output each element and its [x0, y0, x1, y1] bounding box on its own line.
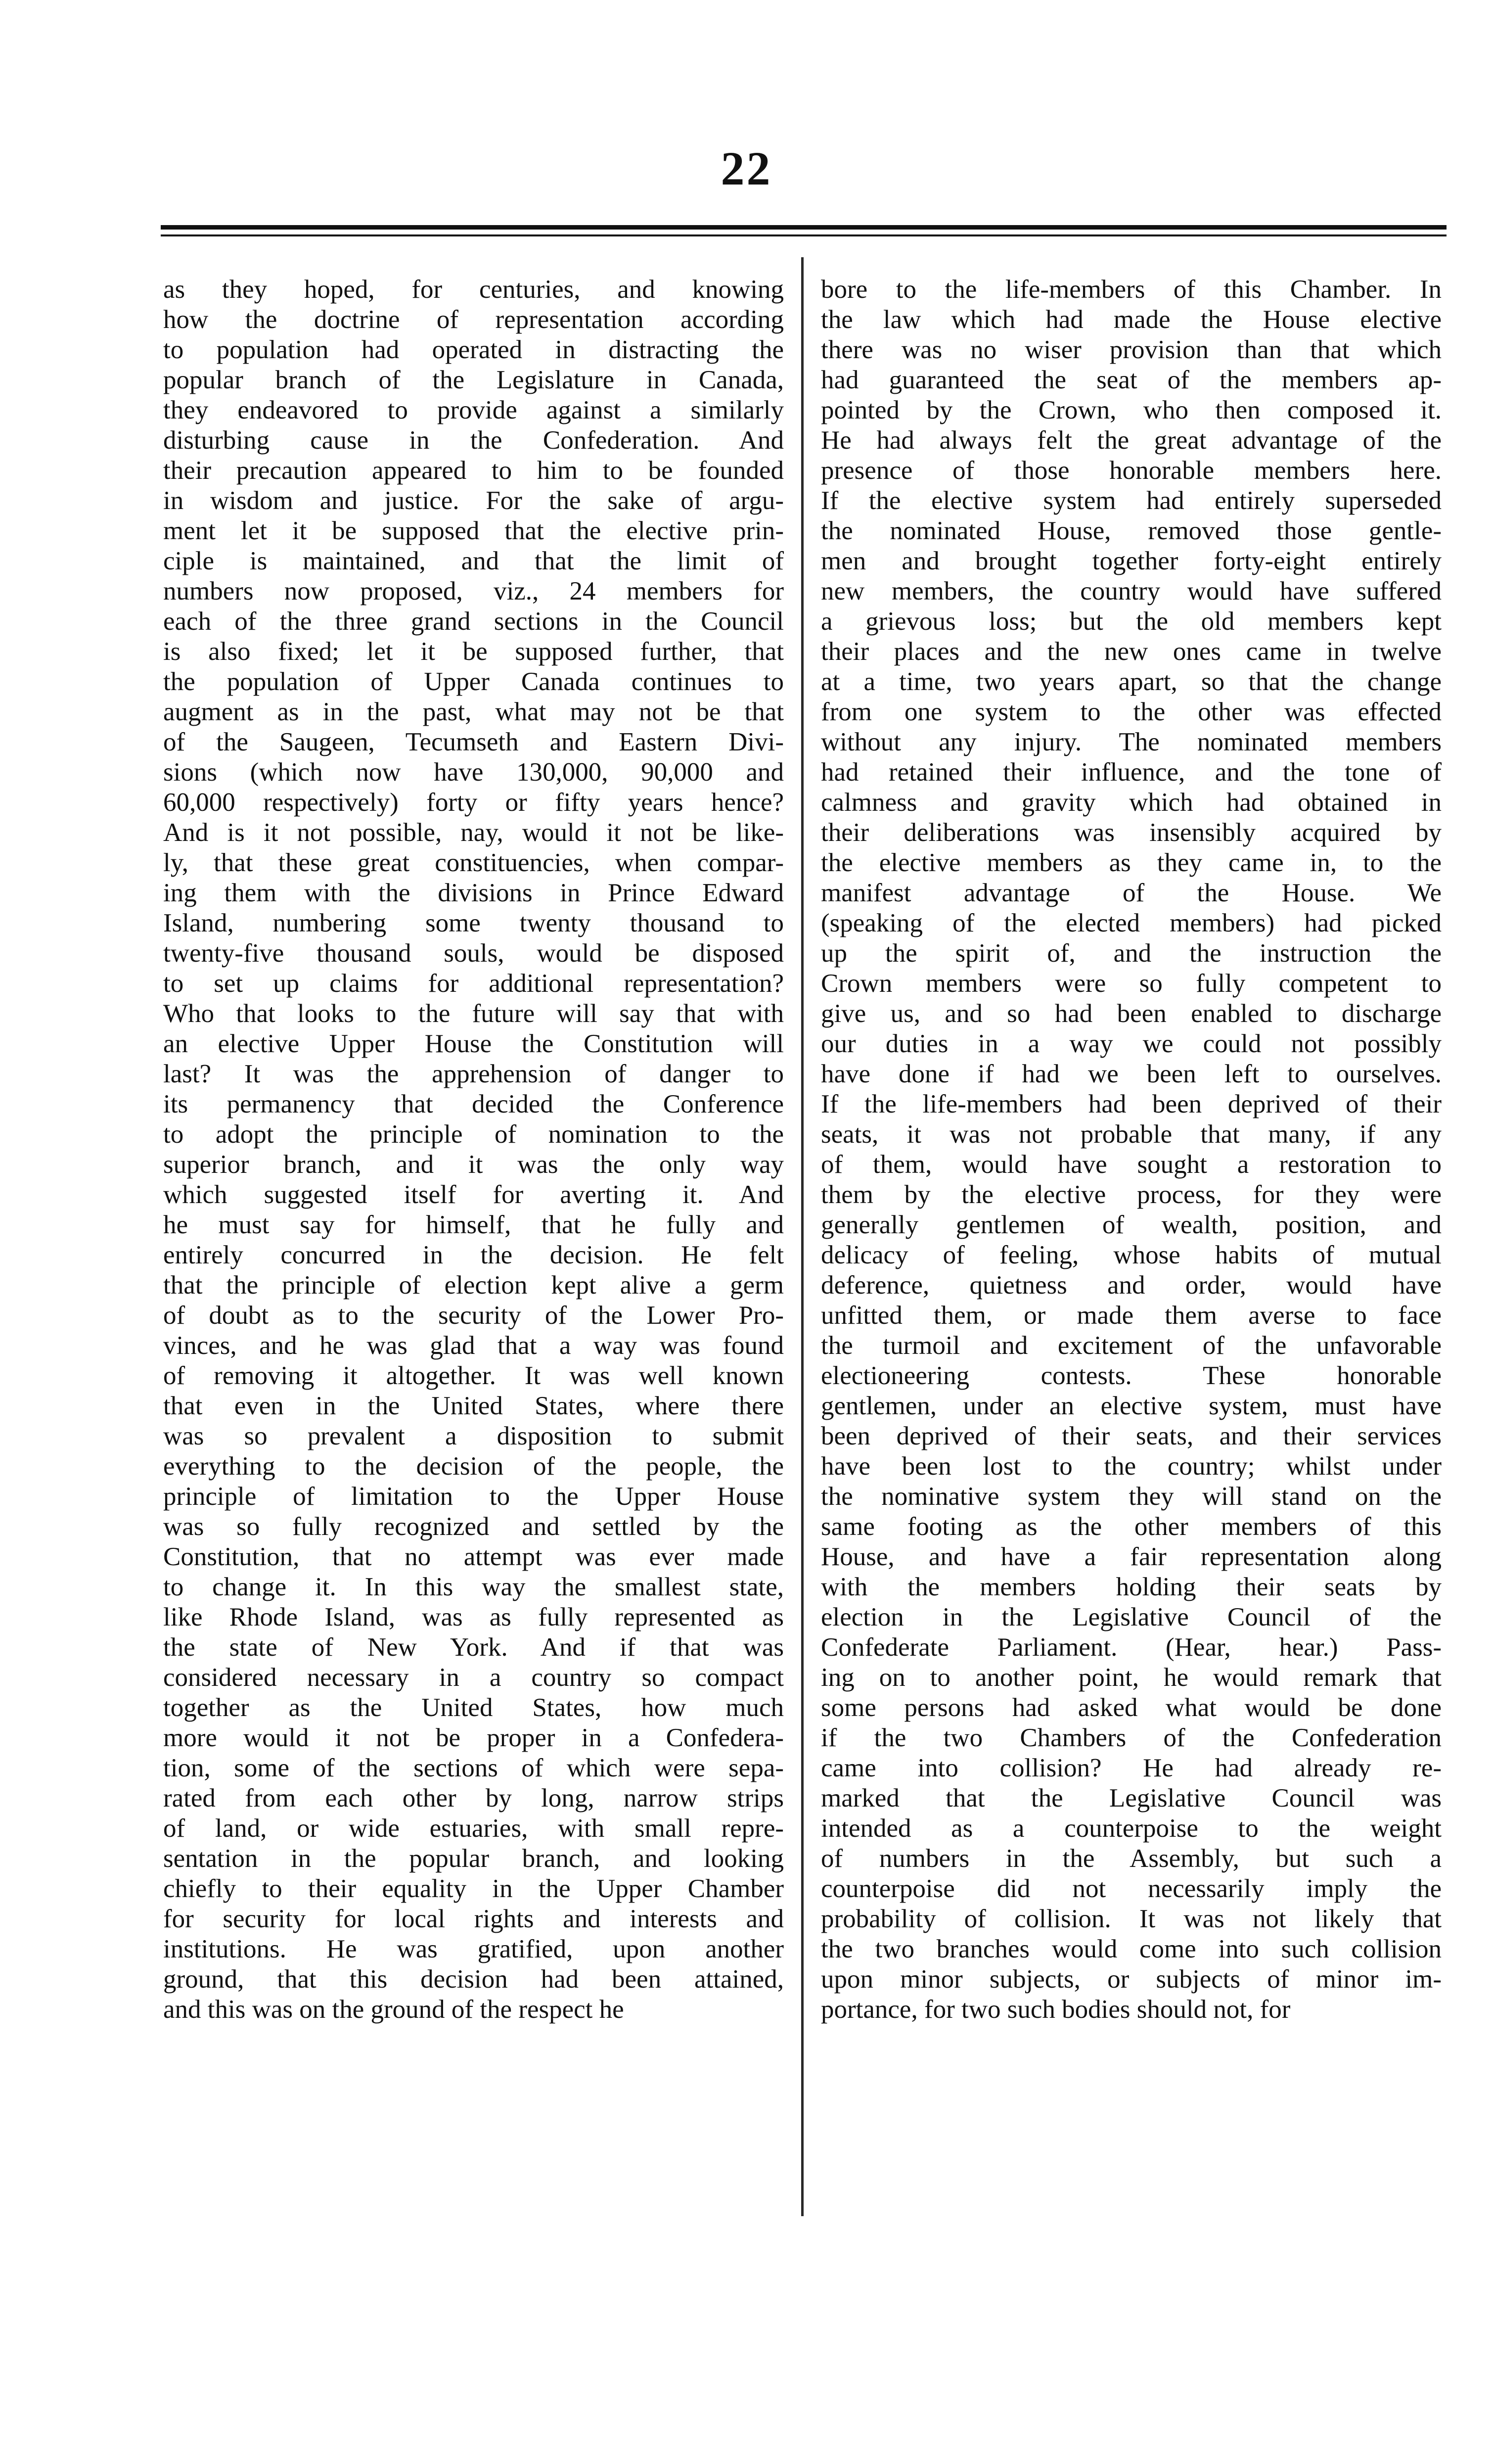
- text-line: ment let it be supposed that the elective prin-: [163, 516, 784, 545]
- text-column-right: [821, 275, 1442, 2025]
- text-line: and this was on the ground of the respect he: [163, 1995, 624, 2024]
- text-line: together as the United States, how much: [163, 1693, 784, 1722]
- text-line: entirely concurred in the decision. He felt: [163, 1241, 784, 1269]
- text-line: the state of New York. And if that was: [163, 1633, 784, 1662]
- text-line: of the Saugeen, Tecumseth and Eastern Divi-: [163, 728, 784, 756]
- header-rule-thick: [161, 225, 1447, 230]
- text-line: counterpoise did not necessarily imply the: [821, 1874, 1442, 1903]
- text-line: to set up claims for additional representation?: [163, 969, 784, 998]
- text-line: electioneering contests. These honorable: [821, 1361, 1442, 1390]
- text-line: as they hoped, for centuries, and knowing: [163, 275, 784, 304]
- text-line: which suggested itself for averting it. And: [163, 1180, 784, 1209]
- text-line: new members, the country would have suffered: [821, 577, 1442, 605]
- text-line: principle of limitation to the Upper House: [163, 1482, 784, 1511]
- text-line: of numbers in the Assembly, but such a: [821, 1844, 1442, 1873]
- text-line: sions (which now have 130,000, 90,000 and: [163, 758, 784, 787]
- text-line: there was no wiser provision than that which: [821, 335, 1442, 364]
- text-line: men and brought together forty-eight entirely: [821, 547, 1442, 575]
- text-line: tion, some of the sections of which were sepa-: [163, 1754, 784, 1782]
- text-line: chiefly to their equality in the Upper Chamber: [163, 1874, 784, 1903]
- text-line: to population had operated in distracting the: [163, 335, 784, 364]
- column-divider: [801, 257, 804, 2216]
- text-line: that the principle of election kept alive a germ: [163, 1271, 784, 1300]
- text-line: to change it. In this way the smallest state,: [163, 1573, 784, 1601]
- text-line: of doubt as to the security of the Lower Pro-: [163, 1301, 784, 1330]
- text-line: If the elective system had entirely superseded: [821, 486, 1442, 515]
- text-line: more would it not be proper in a Confedera-: [163, 1723, 784, 1752]
- text-column-left: [163, 275, 784, 2025]
- text-line: our duties in a way we could not possibly: [821, 1029, 1442, 1058]
- text-line: had retained their influence, and the tone of: [821, 758, 1442, 787]
- text-line: election in the Legislative Council of the: [821, 1603, 1442, 1631]
- text-line: calmness and gravity which had obtained in: [821, 788, 1442, 817]
- text-line: House, and have a fair representation along: [821, 1542, 1442, 1571]
- page-number: 22: [721, 142, 772, 195]
- text-line: twenty-five thousand souls, would be disposed: [163, 939, 784, 968]
- text-line: ly, that these great constituencies, when compar-: [163, 848, 784, 877]
- text-line: vinces, and he was glad that a way was found: [163, 1331, 784, 1360]
- text-line: had guaranteed the seat of the members ap-: [821, 366, 1442, 394]
- text-line: rated from each other by long, narrow strips: [163, 1784, 784, 1813]
- text-line: with the members holding their seats by: [821, 1573, 1442, 1601]
- text-line: ciple is maintained, and that the limit of: [163, 547, 784, 575]
- header-rule-thin: [161, 234, 1447, 236]
- text-line: of land, or wide estuaries, with small repre-: [163, 1814, 784, 1843]
- text-line: intended as a counterpoise to the weight: [821, 1814, 1442, 1843]
- text-line: up the spirit of, and the instruction the: [821, 939, 1442, 968]
- text-line: disturbing cause in the Confederation. And: [163, 426, 784, 455]
- text-line: 60,000 respectively) forty or fifty years hence?: [163, 788, 784, 817]
- text-line: delicacy of feeling, whose habits of mutual: [821, 1241, 1442, 1269]
- text-line: been deprived of their seats, and their services: [821, 1422, 1442, 1450]
- text-line: portance, for two such bodies should not, for: [821, 1995, 1291, 2024]
- text-line: how the doctrine of representation according: [163, 305, 784, 334]
- text-line: their precaution appeared to him to be founded: [163, 456, 784, 485]
- text-line: the nominative system they will stand on the: [821, 1482, 1442, 1511]
- text-line: in wisdom and justice. For the sake of argu-: [163, 486, 784, 515]
- text-line: the elective members as they came in, to the: [821, 848, 1442, 877]
- text-line: was so fully recognized and settled by the: [163, 1512, 784, 1541]
- text-line: (speaking of the elected members) had picked: [821, 909, 1442, 937]
- text-line: the law which had made the House elective: [821, 305, 1442, 334]
- text-line: last? It was the apprehension of danger to: [163, 1060, 784, 1088]
- text-line: an elective Upper House the Constitution will: [163, 1029, 784, 1058]
- text-line: without any injury. The nominated members: [821, 728, 1442, 756]
- text-line: for security for local rights and interests and: [163, 1905, 784, 1933]
- text-line: a grievous loss; but the old members kept: [821, 607, 1442, 636]
- text-line: ing on to another point, he would remark that: [821, 1663, 1442, 1692]
- text-line: some persons had asked what would be done: [821, 1693, 1442, 1722]
- text-line: upon minor subjects, or subjects of minor im-: [821, 1965, 1442, 1994]
- text-line: He had always felt the great advantage of the: [821, 426, 1442, 455]
- text-line: give us, and so had been enabled to discharge: [821, 999, 1442, 1028]
- text-line: to adopt the principle of nomination to the: [163, 1120, 784, 1149]
- text-line: superior branch, and it was the only way: [163, 1150, 784, 1179]
- text-line: he must say for himself, that he fully and: [163, 1210, 784, 1239]
- text-line: its permanency that decided the Conference: [163, 1090, 784, 1118]
- text-line: the turmoil and excitement of the unfavorable: [821, 1331, 1442, 1360]
- text-line: deference, quietness and order, would have: [821, 1271, 1442, 1300]
- text-line: was so prevalent a disposition to submit: [163, 1422, 784, 1450]
- text-line: Confederate Parliament. (Hear, hear.) Pass-: [821, 1633, 1442, 1662]
- text-line: And is it not possible, nay, would it not be like-: [163, 818, 784, 847]
- text-line: presence of those honorable members here.: [821, 456, 1442, 485]
- text-line: the population of Upper Canada continues to: [163, 667, 784, 696]
- text-line: Constitution, that no attempt was ever made: [163, 1542, 784, 1571]
- text-line: numbers now proposed, viz., 24 members for: [163, 577, 784, 605]
- text-line: probability of collision. It was not likely that: [821, 1905, 1442, 1933]
- text-line: Island, numbering some twenty thousand to: [163, 909, 784, 937]
- text-line: If the life-members had been deprived of their: [821, 1090, 1442, 1118]
- text-line: generally gentlemen of wealth, position, and: [821, 1210, 1442, 1239]
- text-line: augment as in the past, what may not be that: [163, 697, 784, 726]
- text-line: bore to the life-members of this Chamber. In: [821, 275, 1442, 304]
- text-line: that even in the United States, where there: [163, 1392, 784, 1420]
- text-line: have done if had we been left to ourselves.: [821, 1060, 1442, 1088]
- text-line: considered necessary in a country so compact: [163, 1663, 784, 1692]
- text-line: marked that the Legislative Council was: [821, 1784, 1442, 1813]
- text-line: ing them with the divisions in Prince Edward: [163, 879, 784, 907]
- text-line: their places and the new ones came in twelve: [821, 637, 1442, 666]
- text-line: of removing it altogether. It was well known: [163, 1361, 784, 1390]
- text-line: of them, would have sought a restoration to: [821, 1150, 1442, 1179]
- text-line: same footing as the other members of this: [821, 1512, 1442, 1541]
- text-line: if the two Chambers of the Confederation: [821, 1723, 1442, 1752]
- text-line: seats, it was not probable that many, if any: [821, 1120, 1442, 1149]
- text-line: gentlemen, under an elective system, must have: [821, 1392, 1442, 1420]
- text-line: the two branches would come into such collision: [821, 1935, 1442, 1963]
- text-line: everything to the decision of the people, the: [163, 1452, 784, 1481]
- text-line: is also fixed; let it be supposed further, that: [163, 637, 784, 666]
- text-line: the nominated House, removed those gentle-: [821, 516, 1442, 545]
- text-line: popular branch of the Legislature in Canada,: [163, 366, 784, 394]
- text-line: unfitted them, or made them averse to face: [821, 1301, 1442, 1330]
- text-line: each of the three grand sections in the Council: [163, 607, 784, 636]
- text-line: institutions. He was gratified, upon another: [163, 1935, 784, 1963]
- text-line: have been lost to the country; whilst under: [821, 1452, 1442, 1481]
- text-line: Crown members were so fully competent to: [821, 969, 1442, 998]
- text-line: their deliberations was insensibly acquired by: [821, 818, 1442, 847]
- text-line: manifest advantage of the House. We: [821, 879, 1442, 907]
- text-line: ground, that this decision had been attained,: [163, 1965, 784, 1994]
- text-line: they endeavored to provide against a similarly: [163, 396, 784, 424]
- text-line: pointed by the Crown, who then composed it.: [821, 396, 1442, 424]
- text-line: them by the elective process, for they were: [821, 1180, 1442, 1209]
- text-line: came into collision? He had already re-: [821, 1754, 1442, 1782]
- text-line: at a time, two years apart, so that the change: [821, 667, 1442, 696]
- text-line: from one system to the other was effected: [821, 697, 1442, 726]
- text-line: sentation in the popular branch, and looking: [163, 1844, 784, 1873]
- text-line: like Rhode Island, was as fully represented as: [163, 1603, 784, 1631]
- text-line: Who that looks to the future will say that with: [163, 999, 784, 1028]
